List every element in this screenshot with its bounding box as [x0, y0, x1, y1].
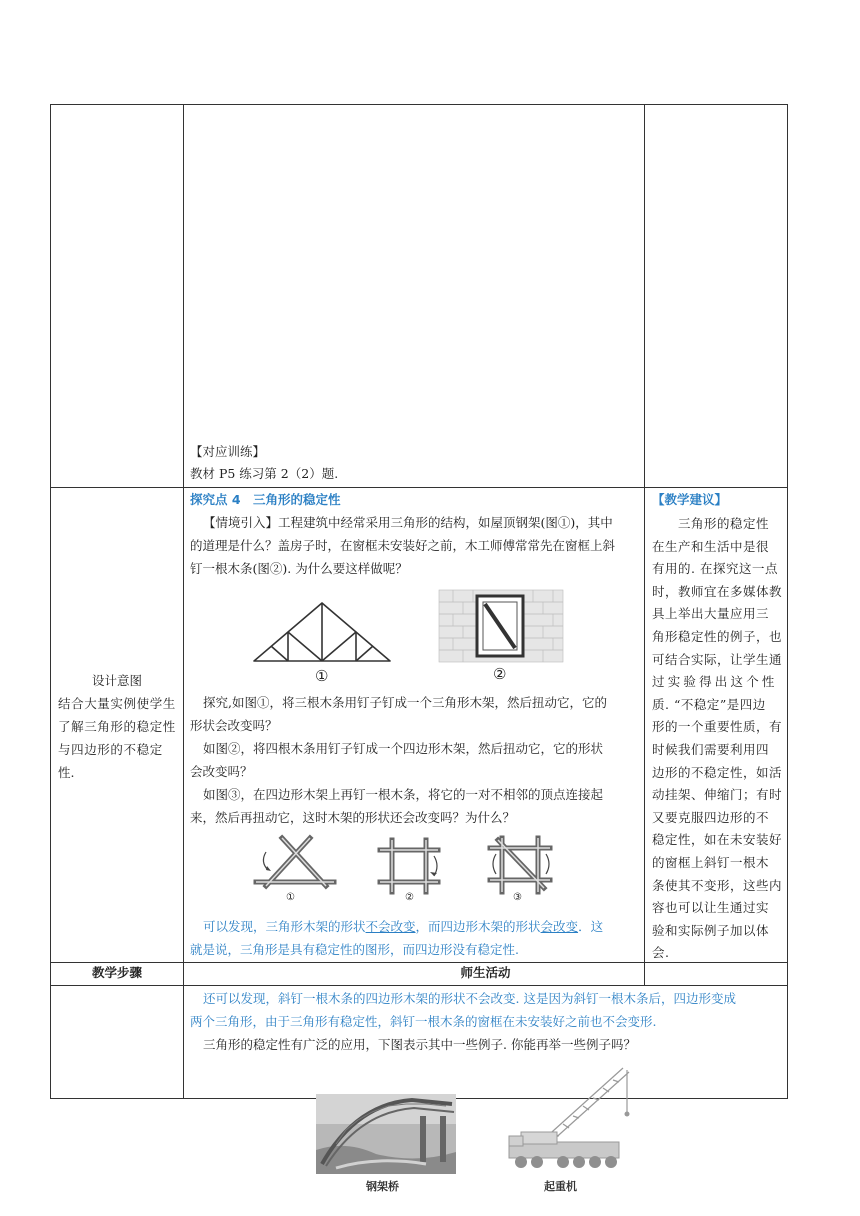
suggestion-line: 稳定性，如在未安装好 — [652, 832, 783, 848]
intro-line: 【情境引入】工程建筑中经常采用三角形的结构，如屋顶钢架(图①)，其中 — [203, 515, 613, 530]
bottom-blue-line: 两个三角形，由于三角形有稳定性，斜钉一根木条的窗框在未安装好之前也不会变形. — [190, 1014, 657, 1029]
explore-line: 如图③，在四边形木架上再钉一根木条，将它的一对不相邻的顶点连接起 — [203, 787, 604, 802]
design-intent-title: 设计意图 — [91, 673, 142, 688]
table-top-border — [50, 104, 788, 105]
bottom-question-line: 三角形的稳定性有广泛的应用，下图表示其中一些例子. 你能再举一些例子吗？ — [203, 1037, 636, 1052]
explore-line: 来，然后再扭动它，这时木架的形状还会改变吗？为什么？ — [190, 810, 516, 825]
conclusion-underlined: 不会改变 — [365, 919, 416, 934]
conclusion-text: ，而四边形木架的形状 — [415, 919, 541, 934]
roof-truss-figure — [250, 595, 400, 665]
suggestion-line: 时，教师宜在多媒体教 — [652, 583, 783, 599]
suggestion-line: 会. — [652, 945, 670, 961]
suggestion-line: 时候我们需要利用四 — [652, 741, 770, 757]
explore-line: 形状会改变吗？ — [190, 718, 278, 733]
suggestion-line: 验和实际例子加以体 — [652, 922, 770, 938]
design-intent-line: 了解三角形的稳定性 — [58, 719, 176, 734]
suggestion-line: 动挂架、伸缩门；有时 — [652, 787, 783, 803]
suggestion-line: 形的一个重要性质，有 — [652, 719, 783, 735]
column-divider-1 — [183, 104, 184, 1099]
table-right-border — [787, 104, 788, 1099]
suggestion-line: 又要克服四边形的不 — [652, 809, 770, 825]
suggestion-line: 过实验得出这个性 — [652, 674, 778, 690]
explore-line: 如图②，将四根木条用钉子钉成一个四边形木架，然后扭动它，它的形状 — [203, 741, 604, 756]
suggestion-line: 条使其不变形，这些内 — [652, 877, 783, 893]
crane-image — [505, 1062, 635, 1172]
frame-label: ② — [405, 892, 414, 903]
section-title: 探究点 4 三角形的稳定性 — [190, 492, 341, 507]
braced-frame-figure — [488, 834, 554, 894]
practice-text: 教材 P5 练习第 2（2）题. — [190, 466, 339, 481]
row-divider-3 — [50, 985, 788, 986]
bottom-blue-line: 还可以发现，斜钉一根木条的四边形木架的形状不会改变. 这是因为斜钉一根木条后，四边形变成 — [203, 991, 736, 1006]
suggestion-line: 角形稳定性的例子，也 — [652, 628, 783, 644]
table-left-border — [50, 104, 51, 1099]
conclusion-text: 可以发现，三角形木架的形状 — [203, 919, 366, 934]
brick-wall-window-figure — [439, 590, 563, 662]
bridge-caption: 钢架桥 — [366, 1180, 399, 1193]
suggestion-line: 质. “不稳定”是四边 — [652, 696, 766, 712]
suggestion-line: 的窗框上斜钉一根木 — [652, 854, 770, 870]
crane-caption: 起重机 — [544, 1180, 577, 1193]
header-teacher-student-activities: 师生活动 — [460, 965, 511, 980]
design-intent-line: 性. — [58, 765, 75, 780]
practice-title: 【对应训练】 — [190, 444, 266, 459]
header-teaching-steps: 教学步骤 — [91, 965, 142, 980]
suggestion-line: 边形的不稳定性，如活 — [652, 764, 783, 780]
frame-label: ① — [286, 892, 295, 903]
quadrilateral-frame-figure — [378, 838, 440, 894]
conclusion-line-2: 就是说，三角形是具有稳定性的图形，而四边形没有稳定性. — [190, 942, 519, 957]
suggestion-line: 在生产和生活中是很 — [652, 538, 770, 554]
teaching-suggestion-body — [652, 513, 783, 965]
row-divider-1 — [50, 487, 788, 488]
suggestion-line: 可结合实际，让学生通 — [652, 651, 783, 667]
column-divider-2 — [644, 104, 645, 986]
teaching-suggestion-title: 【教学建议】 — [652, 492, 728, 507]
design-intent-line: 结合大量实例使学生 — [58, 696, 176, 711]
steel-bridge-image — [316, 1094, 456, 1174]
design-intent-line: 与四边形的不稳定 — [58, 742, 163, 757]
suggestion-line: 三角形的稳定性 — [678, 516, 770, 531]
conclusion-underlined: 会改变 — [540, 919, 579, 934]
intro-line: 钉一根木条(图②). 为什么要这样做呢？ — [190, 561, 408, 576]
figure-label: ① — [315, 667, 329, 685]
conclusion-line-1 — [203, 916, 603, 938]
suggestion-line: 具上举出大量应用三 — [652, 606, 770, 622]
conclusion-text: ．这 — [578, 919, 604, 934]
suggestion-line: 有用的. 在探究这一点 — [652, 561, 778, 577]
explore-line: 探究,如图①，将三根木条用钉子钉成一个三角形木架，然后扭动它，它的 — [203, 695, 607, 710]
figure-label: ② — [493, 665, 507, 683]
intro-line: 的道理是什么？盖房子时，在窗框未安装好之前，木工师傅常常先在窗框上斜 — [190, 538, 616, 553]
triangle-frame-figure — [252, 834, 338, 894]
explore-line: 会改变吗？ — [190, 764, 253, 779]
suggestion-line: 容也可以让生通过实 — [652, 900, 770, 916]
frame-label: ③ — [513, 892, 522, 903]
